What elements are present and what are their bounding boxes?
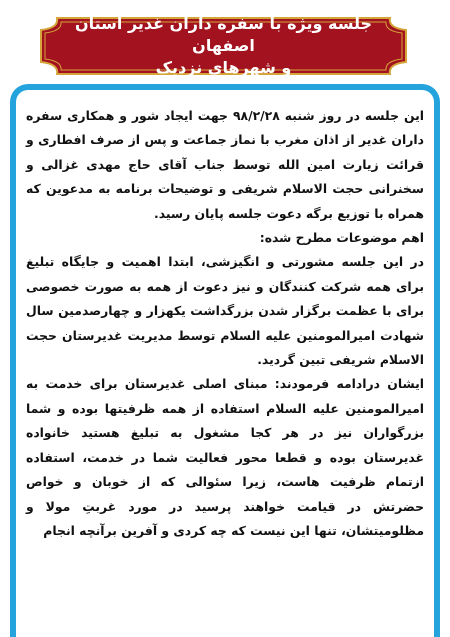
article-body: [26, 104, 424, 543]
banner-title: [59, 14, 388, 77]
title-banner: [39, 16, 408, 76]
paragraph-topics: در این جلسه مشورتی و انگیزشی، ابتدا اهمیت و جایگاه تبلیغ برای همه شرکت کنندگان و نیز دعوت از همه به صورت خصوصی برای با عظمت برگزار شدن بزرگداشت یکهزار و چهارصدمین سال شهادت امیرالمومنین علیه السلام توسط مدیریت غدیرستان حجت الاسلام شریفی تبین گردید.: [26, 254, 424, 368]
banner-title-line1: جلسه ویژه با سفره داران غدیر استان اصفهان: [74, 14, 373, 55]
banner-title-line2: و شهرهای نزدیک: [155, 58, 292, 77]
paragraph-continuation: ایشان درادامه فرمودند: مبنای اصلی غدیرستان برای خدمت به امیرالمومنین علیه السلام استفاده از همه ظرفیتها بوده و شما بزرگواران نیز در هر کجا مشغول به تبلیغ هستید خانواده غدیرستان بوده و قطعا محور فعالیت شما در خدمت، استفاده ازتمام ظرفیت هاست، زیرا سئوالی که از خوبان و خواص حضرتش در قیامت خواهند پرسید در مورد غربتِ مولا و مظلومیتشان، تنها این نیست که چه کردی و آفرین برآنچه انجام: [26, 376, 424, 538]
paragraph-intro: این جلسه در روز شنبه ۹۸/۲/۲۸ جهت ایجاد شور و همکاری سفره داران غدیر از اذان مغرب با نماز جماعت و پس از صرف افطاری و قرائت زیارت امین الله توسط جناب آقای حاج مهدی غزالی و سخنرانی حجت الاسلام شریفی و توضیحات برنامه به مدعوین که همراه با توزیع برگه دعوت جلسه پایان رسید.: [26, 108, 424, 221]
topics-heading: اهم موضوعات مطرح شده:: [259, 230, 424, 246]
content-panel: [10, 84, 440, 637]
